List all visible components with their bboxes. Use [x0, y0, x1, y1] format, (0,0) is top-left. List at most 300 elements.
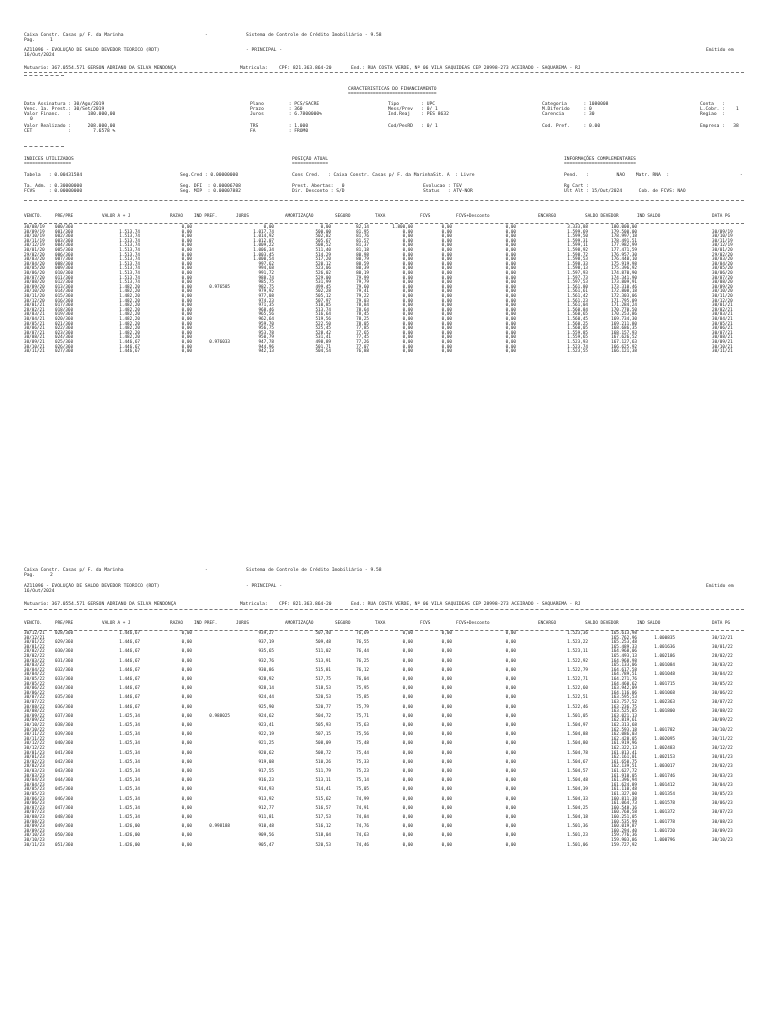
- table-cell: 0,00: [505, 234, 516, 240]
- table-cell: 508,52: [315, 243, 331, 249]
- table-cell: 1.009,22: [253, 243, 274, 249]
- table-cell: 1.513,74: [119, 243, 140, 249]
- table-cell: 508,72: [315, 750, 331, 756]
- table-cell: 1.446,67: [119, 677, 140, 682]
- table-cell: 0,00: [402, 667, 413, 673]
- table-cell: 1.513,74: [119, 234, 140, 240]
- table-cell: 165.762,96: [611, 635, 637, 641]
- table-cell: 0,00: [505, 261, 516, 267]
- table-cell: 1.002363: [654, 700, 675, 705]
- table-cell: 0,00: [441, 340, 452, 345]
- table-cell: 0,00: [402, 257, 413, 263]
- company-name: Caixa Constr. Casas p/ F. da Marinha: [24, 568, 124, 573]
- table-cell: 161.624,89: [611, 782, 637, 788]
- table-cell: 0,00: [181, 238, 192, 244]
- table-cell: 30/07/22: [24, 695, 45, 701]
- table-cell: 1.559,85: [567, 330, 588, 336]
- table-cell: 30/03/23: [24, 773, 45, 779]
- table-cell: 010/360: [55, 271, 74, 276]
- table-cell: 0,00: [441, 704, 452, 710]
- table-cell: 0,00: [402, 723, 413, 728]
- table-cell: 1.523,55: [567, 349, 588, 355]
- report-title: AZ11096 - EVOLUÇÃO DE SALDO DEVEDOR TEORICO (RDT): [24, 584, 160, 589]
- table-cell: 30/05/22: [712, 681, 733, 687]
- table-cell: 30/03/23: [712, 773, 733, 779]
- table-cell: 917,55: [258, 769, 274, 774]
- table-cell: 165.489,33: [611, 644, 637, 650]
- table-cell: 520,12: [315, 261, 331, 267]
- table-cell: 988,74: [258, 275, 274, 281]
- financing-col3-0: Tipo : UPC: [388, 102, 436, 107]
- table-cell: 1.599,50: [567, 234, 588, 240]
- table-cell: 0,00: [505, 252, 516, 258]
- table-cell: 0,00: [402, 824, 413, 830]
- table-cell: 161.813,41: [611, 750, 637, 756]
- table-cell: 0,00: [402, 298, 413, 304]
- table-cell: 30/08/23: [24, 815, 45, 820]
- table-cell: 0,00: [402, 759, 413, 765]
- table-cell: 014/360: [55, 289, 74, 295]
- table-cell: 1.482,20: [119, 326, 140, 332]
- table-cell: 047/360: [55, 805, 74, 811]
- header-dash: -: [205, 568, 208, 573]
- table-cell: 0,00: [181, 280, 192, 286]
- table-cell: 0,00: [181, 750, 192, 756]
- table-cell: 0,00: [181, 704, 192, 710]
- table-cell: 0,00: [505, 303, 516, 309]
- table-cell: 002/360: [55, 234, 74, 240]
- table-cell: 511,02: [315, 649, 331, 655]
- table-cell: 979,92: [258, 289, 274, 295]
- table-cell: 161.327,00: [611, 792, 637, 797]
- table-cell: 76,12: [356, 667, 369, 673]
- table-cell: 928,14: [258, 686, 274, 692]
- table-cell: 30/06/20: [24, 271, 45, 276]
- table-cell: 513,11: [315, 778, 331, 784]
- table-cell: 1.001746: [654, 773, 675, 779]
- mutuario: Mutuario: 367.0554.571 GERSON ADRIANO DA SILVA MENDONÇA: [24, 66, 177, 71]
- table-cell: 925,90: [258, 704, 274, 710]
- table-cell: 502,82: [315, 234, 331, 240]
- table-cell: 82,14: [356, 225, 369, 230]
- table-cell: 0,00: [441, 225, 452, 230]
- table-cell: 164.789,51: [611, 672, 637, 678]
- table-cell: 172.808,18: [611, 289, 637, 295]
- table-cell: 164.116,06: [611, 690, 637, 696]
- table-cell: 1.523,22: [567, 640, 588, 646]
- table-cell: 30/03/21: [24, 312, 45, 318]
- table-cell: 509,48: [315, 640, 331, 646]
- table-cell: 0,00: [402, 321, 413, 327]
- table-cell: 024/360: [55, 335, 74, 341]
- table-cell: 0,00: [441, 640, 452, 646]
- table-cell: 0,00: [505, 723, 516, 728]
- table-cell: 1.482,20: [119, 335, 140, 341]
- table-cell: 174.341,90: [611, 275, 637, 281]
- table-cell: 974,23: [258, 298, 274, 304]
- table-cell: 0,00: [441, 649, 452, 655]
- table-cell: 511,79: [315, 769, 331, 774]
- table-cell: 008/360: [55, 261, 74, 267]
- table-cell: 0,00: [505, 842, 516, 848]
- table-cell: 30/01/20: [24, 248, 45, 253]
- table-cell: 159.903,86: [611, 838, 637, 843]
- table-cell: 985,75: [258, 280, 274, 286]
- table-cell: 977,08: [258, 294, 274, 299]
- table-cell: 518,04: [315, 833, 331, 839]
- table-cell: 031/360: [55, 658, 74, 664]
- table-cell: 0,00: [505, 225, 516, 230]
- table-cell: 1.017,74: [253, 229, 274, 235]
- table-cell: 76,88: [356, 349, 369, 355]
- table-cell: 0,00: [181, 815, 192, 820]
- column-header: DATA PG: [712, 621, 731, 626]
- table-cell: 1.446,67: [119, 658, 140, 664]
- table-cell: 30/10/21: [712, 344, 733, 350]
- table-cell: 30/01/23: [24, 755, 45, 761]
- table-cell: 0,00: [181, 833, 192, 839]
- table-cell: 1.482,20: [119, 284, 140, 290]
- table-cell: 30/08/22: [712, 709, 733, 715]
- table-cell: 032/360: [55, 667, 74, 673]
- table-cell: 005/360: [55, 248, 74, 253]
- table-cell: 30/12/21: [712, 635, 733, 641]
- table-cell: 1.504,48: [567, 778, 588, 784]
- table-cell: 30/12/22: [712, 746, 733, 751]
- table-cell: 75,48: [356, 741, 369, 747]
- table-cell: 166.121,38: [611, 349, 637, 355]
- table-cell: 012/360: [55, 280, 74, 286]
- table-cell: 30/01/23: [712, 755, 733, 761]
- table-cell: 1.014,92: [253, 234, 274, 240]
- financing-col2-4: TRS : 1.000: [250, 124, 309, 129]
- table-cell: 0,00: [402, 289, 413, 295]
- financing-left-3: 0: [30, 117, 33, 122]
- table-cell: 025/360: [55, 340, 74, 345]
- table-cell: 30/04/21: [24, 317, 45, 322]
- table-cell: 0,00: [441, 349, 452, 355]
- table-cell: 30/01/22: [24, 640, 45, 646]
- financing-left-2: Valor Financ. : 180.000,00: [24, 112, 116, 117]
- table-cell: 048/360: [55, 815, 74, 820]
- table-cell: 0,00: [441, 695, 452, 701]
- table-cell: 30/12/20: [712, 298, 733, 304]
- table-cell: 0,00: [441, 787, 452, 793]
- rule: [24, 609, 744, 610]
- table-cell: 0,00: [402, 312, 413, 318]
- table-cell: 0,00: [181, 631, 192, 636]
- table-cell: 173.809,91: [611, 280, 637, 286]
- table-cell: 1.523,74: [567, 344, 588, 350]
- column-header: ENCARGO: [538, 621, 557, 626]
- table-cell: 30/07/20: [712, 275, 733, 281]
- table-cell: 0,00: [505, 686, 516, 692]
- table-cell: 0,00: [441, 330, 452, 336]
- table-cell: 178.997,18: [611, 234, 637, 240]
- table-cell: 507,40: [315, 631, 331, 636]
- table-cell: 169.211,80: [611, 321, 637, 327]
- table-cell: 499,45: [315, 284, 331, 290]
- address: End.: RUA COSTA VERDE, Nº 06 VILA SAQUIDEAS CEP 28998-273 ACEIRADO - SAQUAREMA - RJ: [351, 66, 581, 71]
- table-cell: 520,53: [315, 842, 331, 848]
- table-cell: 1.000,54: [253, 257, 274, 263]
- table-cell: 1.425,34: [119, 815, 140, 820]
- table-cell: 502,28: [315, 289, 331, 295]
- table-cell: 0,00: [402, 284, 413, 290]
- table-cell: 171.795,09: [611, 298, 637, 304]
- table-cell: 1.446,67: [119, 649, 140, 655]
- table-cell: 0,00: [505, 713, 516, 719]
- table-cell: 30/01/21: [24, 303, 45, 309]
- table-cell: 75,63: [356, 723, 369, 728]
- table-cell: 0,00: [181, 252, 192, 258]
- table-cell: 30/03/22: [712, 663, 733, 669]
- table-cell: 520,77: [315, 704, 331, 710]
- table-cell: 165.253,48: [611, 640, 637, 646]
- table-cell: 79,03: [356, 298, 369, 304]
- table-cell: 516,57: [315, 805, 331, 811]
- table-cell: 30/05/21: [712, 321, 733, 327]
- table-cell: 019/360: [55, 312, 74, 318]
- table-cell: 30/11/21: [24, 349, 45, 355]
- table-cell: 0,00: [181, 667, 192, 673]
- table-cell: 0,00: [505, 330, 516, 336]
- table-cell: 1.001084: [654, 663, 675, 669]
- table-cell: 0,00: [505, 805, 516, 811]
- emitted-label: Emitido em: [706, 48, 734, 53]
- table-cell: 30/05/20: [712, 266, 733, 272]
- table-cell: 30/06/22: [712, 690, 733, 696]
- table-cell: 165.133,06: [611, 663, 637, 669]
- table-cell: 30/06/22: [24, 686, 45, 692]
- table-cell: 0,00: [181, 824, 192, 830]
- table-cell: 0,00: [505, 750, 516, 756]
- table-cell: 1.599,11: [567, 243, 588, 249]
- table-cell: 1.504,39: [567, 787, 588, 793]
- page-label: Pag.: [24, 38, 36, 43]
- table-cell: 1.513,74: [119, 252, 140, 258]
- table-cell: 30/10/22: [24, 723, 45, 728]
- table-cell: 0,00: [402, 252, 413, 258]
- table-cell: 77,07: [356, 344, 369, 350]
- table-cell: 30/10/23: [24, 833, 45, 839]
- report-date: 16/Out/2024: [24, 53, 55, 58]
- table-cell: 511,40: [315, 248, 331, 253]
- table-cell: 1.446,67: [119, 686, 140, 692]
- table-cell: 0,00: [441, 667, 452, 673]
- table-cell: 0,00: [402, 266, 413, 272]
- table-cell: 0,00: [505, 266, 516, 272]
- table-cell: 30/05/22: [24, 677, 45, 682]
- table-cell: 0,00: [441, 321, 452, 327]
- table-cell: 0,00: [402, 787, 413, 793]
- table-cell: 1.513,74: [119, 275, 140, 281]
- table-cell: 0,00: [263, 225, 274, 230]
- table-cell: 30/01/23: [24, 750, 45, 756]
- table-cell: 30/06/21: [24, 326, 45, 332]
- table-cell: 76,04: [356, 677, 369, 682]
- table-cell: 30/06/23: [24, 801, 45, 807]
- table-cell: 28/02/21: [24, 307, 45, 313]
- table-cell: 1.513,74: [119, 266, 140, 272]
- page-number: 2: [50, 573, 53, 578]
- table-cell: 1.504,67: [567, 759, 588, 765]
- table-cell: 79,99: [356, 275, 369, 281]
- position-line-0: Cons Cred. : Caixa Constr. Casas p/ F. da MarinhaSit. A : Livre: [292, 173, 475, 178]
- table-cell: 1.425,34: [119, 759, 140, 765]
- table-cell: 164.968,06: [611, 649, 637, 655]
- table-cell: 161.627,72: [611, 769, 637, 774]
- table-cell: 162.139,51: [611, 764, 637, 770]
- table-cell: 162.819,61: [611, 718, 637, 724]
- table-cell: 30/09/21: [712, 340, 733, 345]
- table-cell: 28/02/23: [24, 764, 45, 770]
- column-header: AMORTIZAÇÃO: [285, 214, 314, 219]
- table-cell: 007/360: [55, 257, 74, 263]
- indices-line-0: Tabela : 0.00431584: [24, 173, 83, 178]
- table-cell: 30/12/22: [24, 746, 45, 751]
- table-cell: 161.064,73: [611, 801, 637, 807]
- table-cell: 0,00: [505, 271, 516, 276]
- column-header: SEGURO: [335, 621, 351, 626]
- table-cell: 0,00: [402, 686, 413, 692]
- table-cell: 0,00: [181, 340, 192, 345]
- column-header: FCVS: [420, 621, 431, 626]
- table-cell: 0,00: [441, 769, 452, 774]
- table-cell: 163.757,52: [611, 700, 637, 705]
- table-cell: 001/360: [55, 229, 74, 235]
- table-cell: 0,00: [402, 677, 413, 682]
- table-cell: 159.776,36: [611, 833, 637, 839]
- table-row: [0, 844, 768, 849]
- table-cell: 1.001048: [654, 672, 675, 678]
- table-cell: 1.006,34: [253, 248, 274, 253]
- info-line-0: Pend. : NAO Matr. RNA :: [564, 173, 670, 178]
- table-cell: 510,26: [315, 759, 331, 765]
- table-cell: 173.310,46: [611, 284, 637, 290]
- table-cell: 30/08/22: [24, 704, 45, 710]
- table-cell: 1.446,67: [119, 349, 140, 355]
- column-header: RAZAO: [170, 214, 183, 219]
- table-cell: 0,00: [181, 330, 192, 336]
- table-cell: 0,00: [181, 243, 192, 249]
- column-header: TAXA: [375, 214, 386, 219]
- table-cell: 0,00: [505, 335, 516, 341]
- table-cell: 1.560,25: [567, 321, 588, 327]
- table-cell: 913,92: [258, 796, 274, 802]
- table-cell: 0,00: [181, 298, 192, 304]
- table-cell: 74,99: [356, 796, 369, 802]
- table-cell: 0,00: [505, 658, 516, 664]
- table-cell: 0,00: [441, 344, 452, 350]
- table-cell: 1.513,74: [119, 248, 140, 253]
- table-cell: 1.446,67: [119, 631, 140, 636]
- table-cell: 513,91: [315, 658, 331, 664]
- table-cell: 1.002153: [654, 755, 675, 761]
- table-cell: 1.522,51: [567, 695, 588, 701]
- table-cell: 504,54: [315, 349, 331, 355]
- table-cell: 0.976585: [209, 284, 230, 290]
- table-cell: 30/12/20: [24, 298, 45, 304]
- financing-left-0: Data Assinatura : 30/Ago/2019: [24, 102, 105, 107]
- table-cell: 0,00: [402, 234, 413, 240]
- table-cell: 1.504,18: [567, 815, 588, 820]
- financing-col4-2: Carencia : 30: [542, 112, 595, 117]
- table-cell: 0,00: [402, 805, 413, 811]
- table-cell: 0,00: [441, 741, 452, 747]
- table-cell: 0,00: [505, 741, 516, 747]
- column-header: AMORTIZAÇÃO: [285, 621, 314, 626]
- table-cell: 79,60: [356, 284, 369, 290]
- table-cell: 75,95: [356, 686, 369, 692]
- table-cell: 1.501,06: [567, 842, 588, 848]
- table-cell: 531,41: [315, 335, 331, 341]
- table-cell: 516,64: [315, 312, 331, 318]
- table-cell: 0,00: [441, 275, 452, 281]
- principal-label: - PRINCIPAL -: [246, 584, 282, 589]
- table-cell: 523,06: [315, 266, 331, 272]
- table-cell: 905,47: [258, 842, 274, 848]
- table-cell: 30/08/21: [24, 335, 45, 341]
- column-header: FCVS+Desconto: [456, 214, 490, 219]
- info-dash: -: [740, 173, 743, 178]
- table-cell: 30/09/20: [712, 284, 733, 290]
- table-cell: 28/02/22: [24, 649, 45, 655]
- table-cell: 169.734,30: [611, 317, 637, 322]
- table-cell: 159.727,92: [611, 842, 637, 848]
- table-cell: 0,00: [181, 344, 192, 350]
- table-cell: 518,53: [315, 686, 331, 692]
- table-cell: 1.001782: [654, 727, 675, 733]
- table-cell: 166.625,92: [611, 344, 637, 350]
- table-cell: 1.425,34: [119, 713, 140, 719]
- table-cell: 0,00: [505, 257, 516, 263]
- table-cell: 160.548,16: [611, 805, 637, 811]
- table-cell: 77,65: [356, 330, 369, 336]
- table-cell: 1.425,34: [119, 778, 140, 784]
- table-cell: 74,91: [356, 805, 369, 811]
- table-cell: 0,00: [402, 349, 413, 355]
- table-cell: 515,81: [315, 667, 331, 673]
- system-name: Sistema de Controle de Crédito Imobiliário - 9.58: [246, 33, 382, 38]
- table-cell: 1.425,34: [119, 741, 140, 747]
- table-cell: 0,00: [441, 759, 452, 765]
- table-cell: 30/09/21: [24, 340, 45, 345]
- table-cell: 924,44: [258, 695, 274, 701]
- table-cell: 0,00: [505, 280, 516, 286]
- table-cell: 0,00: [402, 732, 413, 738]
- table-cell: 1.561,04: [567, 303, 588, 309]
- table-cell: 0,00: [505, 248, 516, 253]
- table-cell: 30/08/20: [24, 280, 45, 286]
- table-cell: 30/06/23: [712, 801, 733, 807]
- table-cell: 930,86: [258, 667, 274, 673]
- table-cell: 30/04/23: [24, 778, 45, 784]
- column-header: IND SALDO: [637, 621, 661, 626]
- table-cell: 30/11/19: [24, 238, 45, 244]
- financing-left-4: Valor Realizado : 208.000,00: [24, 124, 116, 129]
- report-title: AZ11096 - EVOLUÇÃO DE SALDO DEVEDOR TEORICO (RDT): [24, 48, 160, 53]
- table-cell: 1.425,34: [119, 805, 140, 811]
- table-cell: 1.597,73: [567, 275, 588, 281]
- table-cell: 30/12/21: [24, 635, 45, 641]
- table-cell: 1.513,74: [119, 238, 140, 244]
- column-header: JUROS: [236, 621, 249, 626]
- table-cell: 28/02/21: [712, 307, 733, 313]
- table-cell: 177.471,59: [611, 248, 637, 253]
- table-cell: 30/06/23: [24, 796, 45, 802]
- table-cell: 006/360: [55, 252, 74, 258]
